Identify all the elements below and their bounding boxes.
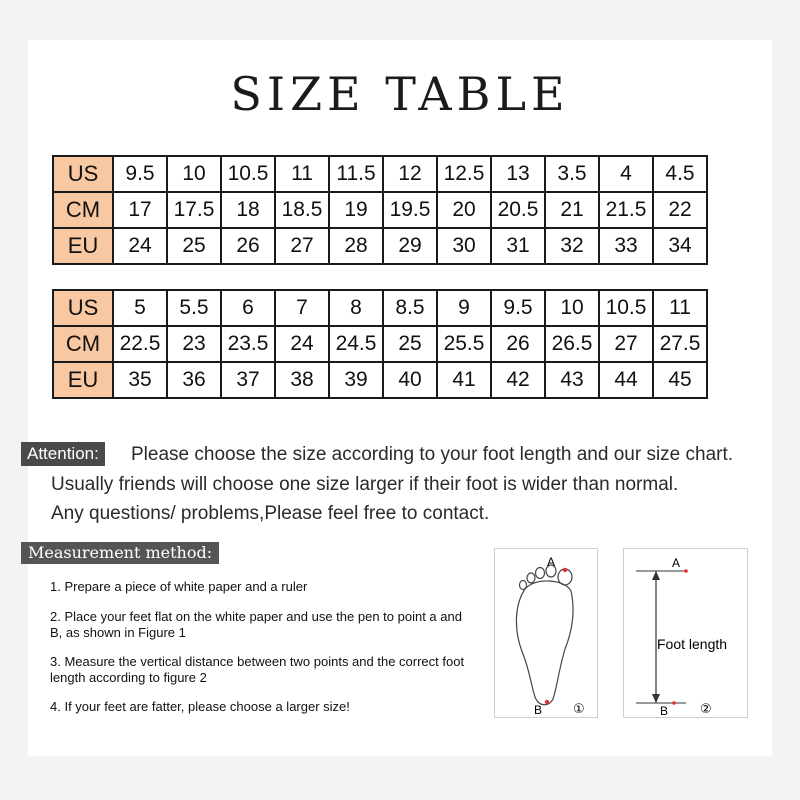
size-cell: 33 bbox=[599, 228, 653, 264]
size-cell: 28 bbox=[329, 228, 383, 264]
size-cell: 8.5 bbox=[383, 290, 437, 326]
size-cell: 9.5 bbox=[491, 290, 545, 326]
size-cell: 31 bbox=[491, 228, 545, 264]
size-cell: 11 bbox=[653, 290, 707, 326]
size-cell: 8 bbox=[329, 290, 383, 326]
size-cell: 13 bbox=[491, 156, 545, 192]
size-cell: 5.5 bbox=[167, 290, 221, 326]
foot-length-label: Foot length bbox=[657, 636, 728, 652]
size-cell: 35 bbox=[113, 362, 167, 398]
arrow-up-icon bbox=[652, 571, 660, 580]
size-cell: 19 bbox=[329, 192, 383, 228]
size-cell: 19.5 bbox=[383, 192, 437, 228]
size-cell: 11.5 bbox=[329, 156, 383, 192]
size-cell: 18.5 bbox=[275, 192, 329, 228]
size-cell: 34 bbox=[653, 228, 707, 264]
figure-1-number: ① bbox=[573, 702, 585, 717]
size-cell: 27 bbox=[599, 326, 653, 362]
size-cell: 22 bbox=[653, 192, 707, 228]
size-cell: 5 bbox=[113, 290, 167, 326]
size-cell: 21 bbox=[545, 192, 599, 228]
row-header-eu: EU bbox=[53, 362, 113, 398]
size-cell: 30 bbox=[437, 228, 491, 264]
size-cell: 6 bbox=[221, 290, 275, 326]
size-cell: 26.5 bbox=[545, 326, 599, 362]
size-cell: 32 bbox=[545, 228, 599, 264]
size-row-eu bbox=[53, 362, 707, 398]
size-cell: 24 bbox=[113, 228, 167, 264]
size-cell: 26 bbox=[491, 326, 545, 362]
attention-line-3: Any questions/ problems,Please feel free to contact. bbox=[51, 503, 490, 524]
figure-1-point-b: B bbox=[534, 703, 543, 717]
size-cell: 27 bbox=[275, 228, 329, 264]
size-table-1 bbox=[52, 155, 708, 265]
figure-2-point-a: A bbox=[672, 556, 681, 570]
size-row-cm bbox=[53, 326, 707, 362]
attention-label: Attention: bbox=[21, 442, 105, 466]
row-header-eu: EU bbox=[53, 228, 113, 264]
step-2: 2. Place your feet flat on the white paper and use the pen to point a and B, as shown in Figure 1 bbox=[50, 609, 462, 640]
size-cell: 4 bbox=[599, 156, 653, 192]
size-cell: 40 bbox=[383, 362, 437, 398]
row-header-us: US bbox=[53, 290, 113, 326]
size-cell: 10.5 bbox=[599, 290, 653, 326]
size-cell: 45 bbox=[653, 362, 707, 398]
size-cell: 20 bbox=[437, 192, 491, 228]
size-cell: 25 bbox=[383, 326, 437, 362]
size-cell: 17.5 bbox=[167, 192, 221, 228]
size-cell: 12.5 bbox=[437, 156, 491, 192]
size-cell: 10 bbox=[545, 290, 599, 326]
point-b-marker bbox=[545, 700, 549, 704]
size-cell: 25 bbox=[167, 228, 221, 264]
step-1: 1. Prepare a piece of white paper and a ruler bbox=[50, 579, 308, 594]
size-cell: 9.5 bbox=[113, 156, 167, 192]
size-table-2 bbox=[52, 289, 708, 399]
size-cell: 27.5 bbox=[653, 326, 707, 362]
row-header-cm: CM bbox=[53, 326, 113, 362]
size-cell: 12 bbox=[383, 156, 437, 192]
size-cell: 9 bbox=[437, 290, 491, 326]
size-cell: 17 bbox=[113, 192, 167, 228]
size-row-cm bbox=[53, 192, 707, 228]
size-cell: 25.5 bbox=[437, 326, 491, 362]
size-cell: 42 bbox=[491, 362, 545, 398]
size-cell: 39 bbox=[329, 362, 383, 398]
size-cell: 44 bbox=[599, 362, 653, 398]
size-row-eu bbox=[53, 228, 707, 264]
size-cell: 41 bbox=[437, 362, 491, 398]
point-a-marker bbox=[563, 568, 567, 572]
figure-2-measurement bbox=[623, 548, 748, 718]
size-cell: 43 bbox=[545, 362, 599, 398]
size-cell: 10.5 bbox=[221, 156, 275, 192]
size-cell: 11 bbox=[275, 156, 329, 192]
size-cell: 24.5 bbox=[329, 326, 383, 362]
size-cell: 23.5 bbox=[221, 326, 275, 362]
size-cell: 38 bbox=[275, 362, 329, 398]
figure-2-point-b: B bbox=[660, 704, 669, 717]
row-header-us: US bbox=[53, 156, 113, 192]
size-cell: 22.5 bbox=[113, 326, 167, 362]
size-cell: 20.5 bbox=[491, 192, 545, 228]
size-cell: 36 bbox=[167, 362, 221, 398]
arrow-down-icon bbox=[652, 694, 660, 703]
row-header-cm: CM bbox=[53, 192, 113, 228]
point-a-marker bbox=[684, 569, 688, 573]
point-b-marker bbox=[672, 701, 676, 705]
step-4: 4. If your feet are fatter, please choose a larger size! bbox=[50, 699, 350, 714]
size-cell: 23 bbox=[167, 326, 221, 362]
step-3: 3. Measure the vertical distance between two points and the correct foot length according to figure 2 bbox=[50, 654, 465, 685]
size-cell: 3.5 bbox=[545, 156, 599, 192]
size-cell: 21.5 bbox=[599, 192, 653, 228]
size-cell: 37 bbox=[221, 362, 275, 398]
figure-2-number: ② bbox=[700, 702, 712, 717]
figure-1-point-a: A bbox=[547, 555, 556, 569]
attention-line-1: Please choose the size according to your foot length and our size chart. bbox=[131, 444, 734, 465]
measurement-method-label: Measurement method: bbox=[21, 542, 219, 564]
size-row-us bbox=[53, 290, 707, 326]
foot-outline-icon bbox=[516, 565, 573, 705]
size-cell: 26 bbox=[221, 228, 275, 264]
page-title: SIZE TABLE bbox=[230, 67, 570, 121]
size-cell: 29 bbox=[383, 228, 437, 264]
figure-1-foot-outline bbox=[494, 548, 598, 718]
size-row-us bbox=[53, 156, 707, 192]
size-cell: 18 bbox=[221, 192, 275, 228]
size-cell: 10 bbox=[167, 156, 221, 192]
size-cell: 4.5 bbox=[653, 156, 707, 192]
size-cell: 7 bbox=[275, 290, 329, 326]
size-cell: 24 bbox=[275, 326, 329, 362]
attention-line-2: Usually friends will choose one size larger if their foot is wider than normal. bbox=[51, 474, 679, 495]
